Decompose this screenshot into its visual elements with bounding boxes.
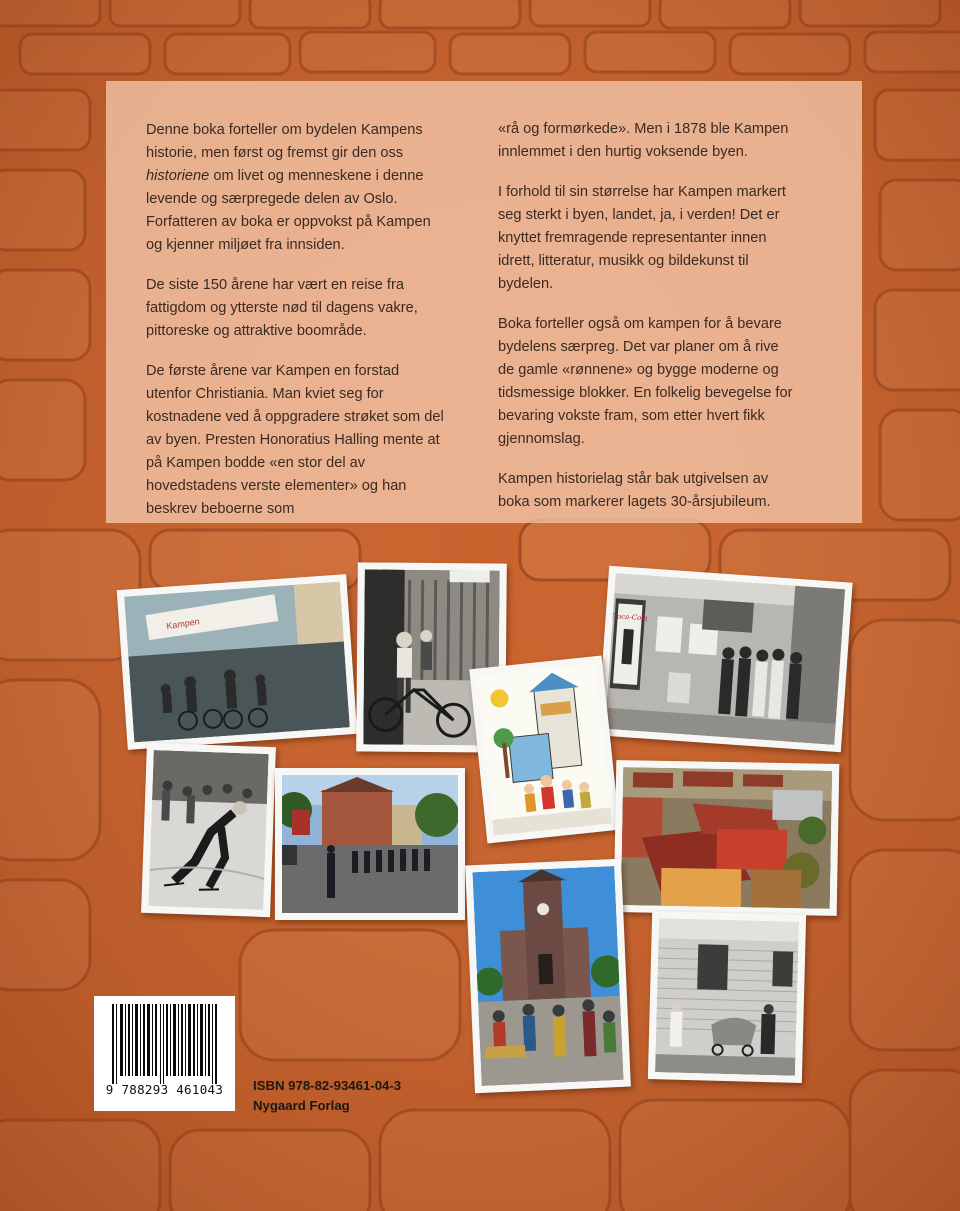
emphasis-historiene: historiene: [146, 168, 210, 184]
paragraph: Denne boka forteller om bydelen Kampens historie, men først og fremst gir den oss historiene om livet og menneskene i denne levende og særpregede delen av Oslo. Forfatteren av boka er oppvokst på Kampen og kjenner miljøet fra innsiden.: [146, 122, 431, 253]
description-left-column: [146, 119, 446, 538]
photo-parade-banner: [117, 574, 358, 750]
photo-illustration-house: [469, 656, 620, 844]
banner-text: Kampen: [165, 616, 201, 632]
cola-sign-text: Coca-Cola: [611, 612, 648, 623]
photo-aerial-rooftops: [614, 760, 840, 916]
paragraph: I forhold til sin størrelse har Kampen markert seg sterkt i byen, landet, ja, i verden! Det er knyttet fremragende representanter innen idrett, litteratur, musikk og bildekunst til bydelen.: [498, 184, 786, 292]
barcode-digits: 9 788293 461043: [105, 1082, 224, 1097]
isbn-barcode: [94, 996, 235, 1111]
publisher-name: Nygaard Forlag: [253, 1098, 350, 1113]
description-panel: [106, 81, 862, 523]
paragraph: Boka forteller også om kampen for å bevare bydelens særpreg. Det var planer om å rive de gamle «rønnene» og bygge moderne og tidsmessige blokker. En folkelig bevegelse for bevaring vokste fram, som etter hvert fikk gjennomslag.: [498, 316, 793, 447]
paragraph: Kampen historielag står bak utgivelsen av boka som markerer lagets 30-årsjubileum.: [498, 471, 771, 510]
isbn-number: ISBN 978-82-93461-04-3: [253, 1078, 402, 1093]
paragraph: «rå og formørkede». Men i 1878 ble Kampen innlemmet i den hurtig voksende byen.: [498, 121, 789, 160]
photo-church-market: [465, 859, 631, 1094]
photo-kiosk-storefront: [597, 566, 852, 753]
photo-pram-house: [648, 911, 806, 1083]
description-right-column: [498, 118, 798, 531]
paragraph: De siste 150 årene har vært en reise fra fattigdom og ytterste nød til dagens vakre, pittoreske og attraktive boområde.: [146, 277, 418, 339]
paragraph: De første årene var Kampen en forstad utenfor Christiania. Man kviet seg for kostnadene ved å oppgradere strøket som del av byen. Presten Honoratius Halling mente at på Kampen bodde «en stor del av hovedstadens verste elementer» og han beskrev beboerne som: [146, 363, 444, 517]
barcode-bars: [94, 996, 235, 1086]
photo-marching-band: [275, 768, 465, 920]
photo-speed-skater: [141, 743, 276, 917]
publisher-info: [253, 1076, 401, 1116]
